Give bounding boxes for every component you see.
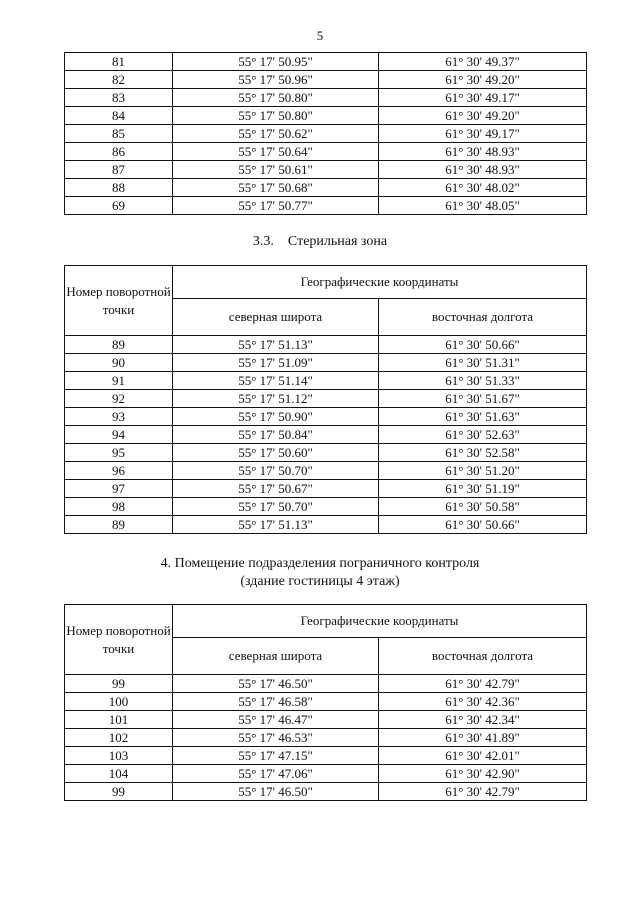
- header-north-latitude: северная широта: [173, 299, 379, 336]
- border-control-table: [64, 604, 587, 801]
- latitude-cell: 55° 17' 50.67": [173, 480, 379, 498]
- longitude-cell: 61° 30' 51.63": [379, 408, 587, 426]
- point-number-cell: 94: [65, 426, 173, 444]
- section-3-3-heading: 3.3. Стерильная зона: [252, 234, 388, 249]
- table-row: [65, 354, 587, 372]
- longitude-cell: 61° 30' 52.58": [379, 444, 587, 462]
- longitude-cell: 61° 30' 42.79": [379, 783, 587, 801]
- latitude-cell: 55° 17' 51.13": [173, 336, 379, 354]
- table-row: [65, 89, 587, 107]
- point-number-cell: 89: [65, 516, 173, 534]
- header-north-latitude: северная широта: [173, 638, 379, 675]
- point-number-cell: 81: [65, 53, 173, 71]
- longitude-cell: 61° 30' 51.33": [379, 372, 587, 390]
- point-number-cell: 84: [65, 107, 173, 125]
- table-row: [65, 125, 587, 143]
- longitude-cell: 61° 30' 50.58": [379, 498, 587, 516]
- table-row: [65, 747, 587, 765]
- longitude-cell: 61° 30' 50.66": [379, 516, 587, 534]
- longitude-cell: 61° 30' 42.79": [379, 675, 587, 693]
- table-row: [65, 53, 587, 71]
- table-row: [65, 693, 587, 711]
- table-row: [65, 498, 587, 516]
- latitude-cell: 55° 17' 46.50": [173, 783, 379, 801]
- longitude-cell: 61° 30' 42.01": [379, 747, 587, 765]
- table-row: [65, 729, 587, 747]
- header-geographic-coordinates: Географические координаты: [173, 605, 587, 638]
- table-row: [65, 336, 587, 354]
- longitude-cell: 61° 30' 49.37": [379, 53, 587, 71]
- latitude-cell: 55° 17' 51.09": [173, 354, 379, 372]
- latitude-cell: 55° 17' 51.14": [173, 372, 379, 390]
- latitude-cell: 55° 17' 50.80": [173, 107, 379, 125]
- latitude-cell: 55° 17' 50.80": [173, 89, 379, 107]
- table-row: [65, 372, 587, 390]
- latitude-cell: 55° 17' 50.95": [173, 53, 379, 71]
- latitude-cell: 55° 17' 50.77": [173, 197, 379, 215]
- point-number-cell: 100: [65, 693, 173, 711]
- latitude-cell: 55° 17' 50.68": [173, 179, 379, 197]
- table-row: [65, 480, 587, 498]
- table-row: [65, 711, 587, 729]
- section-4-subtitle: (здание гостиницы 4 этаж): [240, 574, 400, 589]
- point-number-cell: 103: [65, 747, 173, 765]
- point-number-cell: 89: [65, 336, 173, 354]
- point-number-cell: 93: [65, 408, 173, 426]
- longitude-cell: 61° 30' 50.66": [379, 336, 587, 354]
- table-row: [65, 462, 587, 480]
- longitude-cell: 61° 30' 51.19": [379, 480, 587, 498]
- longitude-cell: 61° 30' 51.31": [379, 354, 587, 372]
- longitude-cell: 61° 30' 48.05": [379, 197, 587, 215]
- table-row: [65, 444, 587, 462]
- latitude-cell: 55° 17' 46.53": [173, 729, 379, 747]
- latitude-cell: 55° 17' 50.84": [173, 426, 379, 444]
- table-row: [65, 783, 587, 801]
- sterile-zone-table: [64, 265, 587, 534]
- longitude-cell: 61° 30' 41.89": [379, 729, 587, 747]
- header-geographic-coordinates: Географические координаты: [173, 266, 587, 299]
- table-row: [65, 765, 587, 783]
- point-number-cell: 104: [65, 765, 173, 783]
- latitude-cell: 55° 17' 46.58": [173, 693, 379, 711]
- page-number: 5: [316, 28, 324, 43]
- table-row: [65, 143, 587, 161]
- table-row: [65, 107, 587, 125]
- longitude-cell: 61° 30' 49.20": [379, 71, 587, 89]
- section-4-title: 4. Помещение подразделения пограничного контроля: [160, 556, 480, 571]
- latitude-cell: 55° 17' 50.64": [173, 143, 379, 161]
- longitude-cell: 61° 30' 48.93": [379, 143, 587, 161]
- point-number-cell: 95: [65, 444, 173, 462]
- longitude-cell: 61° 30' 51.67": [379, 390, 587, 408]
- point-number-cell: 85: [65, 125, 173, 143]
- longitude-cell: 61° 30' 49.17": [379, 125, 587, 143]
- header-east-longitude: восточная долгота: [379, 299, 587, 336]
- longitude-cell: 61° 30' 42.34": [379, 711, 587, 729]
- longitude-cell: 61° 30' 49.20": [379, 107, 587, 125]
- header-east-longitude: восточная долгота: [379, 638, 587, 675]
- longitude-cell: 61° 30' 51.20": [379, 462, 587, 480]
- latitude-cell: 55° 17' 46.47": [173, 711, 379, 729]
- latitude-cell: 55° 17' 50.70": [173, 498, 379, 516]
- latitude-cell: 55° 17' 50.61": [173, 161, 379, 179]
- longitude-cell: 61° 30' 48.93": [379, 161, 587, 179]
- latitude-cell: 55° 17' 50.96": [173, 71, 379, 89]
- latitude-cell: 55° 17' 47.15": [173, 747, 379, 765]
- longitude-cell: 61° 30' 49.17": [379, 89, 587, 107]
- point-number-cell: 82: [65, 71, 173, 89]
- point-number-cell: 83: [65, 89, 173, 107]
- latitude-cell: 55° 17' 50.62": [173, 125, 379, 143]
- point-number-cell: 101: [65, 711, 173, 729]
- table-row: [65, 197, 587, 215]
- latitude-cell: 55° 17' 51.12": [173, 390, 379, 408]
- latitude-cell: 55° 17' 51.13": [173, 516, 379, 534]
- longitude-cell: 61° 30' 42.90": [379, 765, 587, 783]
- point-number-cell: 99: [65, 783, 173, 801]
- point-number-cell: 91: [65, 372, 173, 390]
- point-number-cell: 87: [65, 161, 173, 179]
- table-row: [65, 426, 587, 444]
- header-point-number: Номер поворотной точки: [65, 266, 173, 336]
- point-number-cell: 90: [65, 354, 173, 372]
- longitude-cell: 61° 30' 52.63": [379, 426, 587, 444]
- table-row: [65, 161, 587, 179]
- point-number-cell: 99: [65, 675, 173, 693]
- longitude-cell: 61° 30' 48.02": [379, 179, 587, 197]
- point-number-cell: 98: [65, 498, 173, 516]
- point-number-cell: 92: [65, 390, 173, 408]
- point-number-cell: 97: [65, 480, 173, 498]
- latitude-cell: 55° 17' 50.60": [173, 444, 379, 462]
- longitude-cell: 61° 30' 42.36": [379, 693, 587, 711]
- point-number-cell: 86: [65, 143, 173, 161]
- coordinates-table-continued: [64, 52, 587, 215]
- header-point-number: Номер поворотной точки: [65, 605, 173, 675]
- table-row: [65, 408, 587, 426]
- table-row: [65, 390, 587, 408]
- latitude-cell: 55° 17' 46.50": [173, 675, 379, 693]
- point-number-cell: 69: [65, 197, 173, 215]
- latitude-cell: 55° 17' 50.90": [173, 408, 379, 426]
- table-row: [65, 179, 587, 197]
- point-number-cell: 88: [65, 179, 173, 197]
- point-number-cell: 102: [65, 729, 173, 747]
- latitude-cell: 55° 17' 47.06": [173, 765, 379, 783]
- table-row: [65, 516, 587, 534]
- table-row: [65, 675, 587, 693]
- point-number-cell: 96: [65, 462, 173, 480]
- table-row: [65, 71, 587, 89]
- section-4-heading: [0, 555, 640, 591]
- latitude-cell: 55° 17' 50.70": [173, 462, 379, 480]
